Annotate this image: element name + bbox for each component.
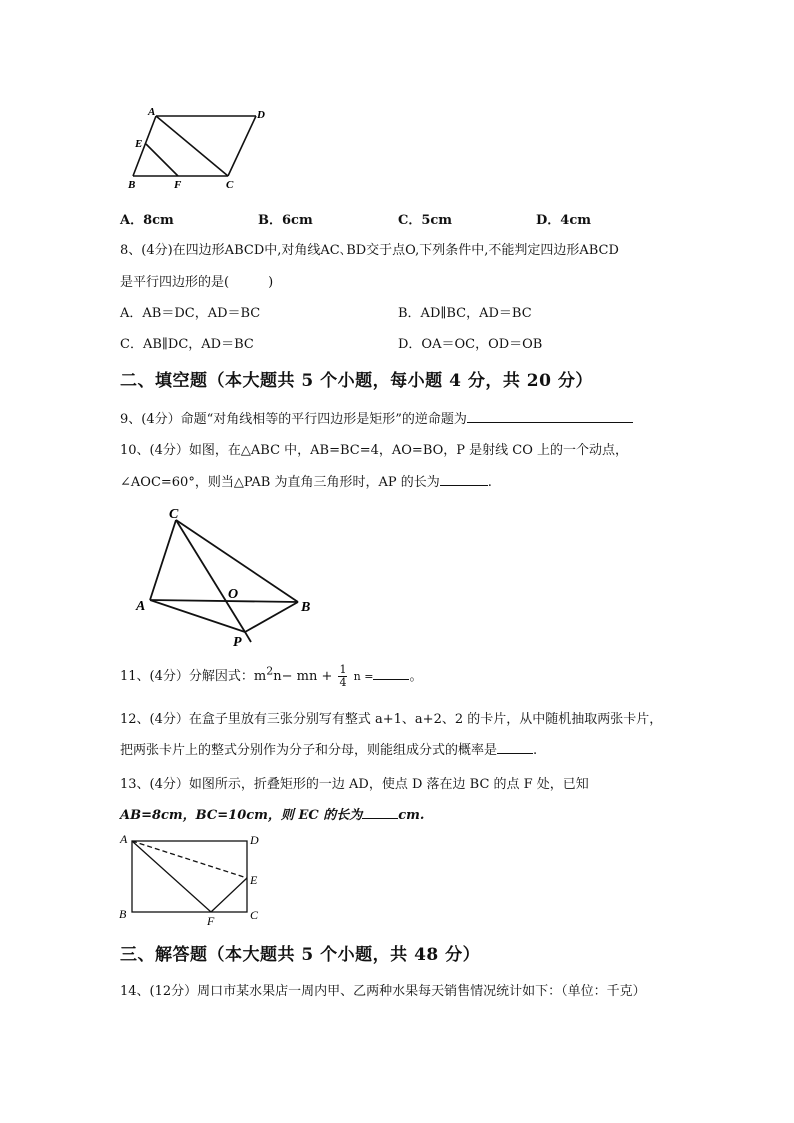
q10-line1: 10、(4分）如图，在△ABC 中，AB=BC=4，AO=BO，P 是射线 CO 上的一个动点， (120, 443, 629, 458)
q11-end: 。 (409, 669, 423, 684)
q8-line2: 是平行四边形的是( ) (120, 275, 274, 290)
q11-frac-num: 1 (339, 663, 347, 676)
label-a: A (120, 832, 128, 846)
rectangle-figure-q13 (115, 828, 275, 928)
label-o: O (228, 587, 239, 602)
q12-answer-blank[interactable] (497, 740, 533, 754)
label-f: F (174, 179, 182, 191)
q9-text (120, 408, 633, 427)
q11-text (120, 664, 422, 689)
q12-line2-end: . (533, 743, 538, 758)
q12-line1: 12、(4分）在盒子里放有三张分别写有整式 a+1、a+2、2 的卡片，从中随机抽取两张卡片， (120, 712, 663, 727)
q11-expr-part3: n = (353, 670, 374, 683)
q13-answer-blank[interactable] (362, 805, 398, 819)
label-b: B (301, 600, 311, 615)
q9-question: 9、(4分）命题“对角线相等的平行四边形是矩形”的逆命题为 (120, 412, 467, 427)
label-d: D (257, 109, 265, 121)
q10-line2 (120, 471, 492, 490)
q11-fraction (338, 664, 347, 689)
q11-frac-den: 4 (339, 676, 347, 689)
label-e: E (250, 873, 258, 887)
q9-answer-blank[interactable] (467, 409, 633, 423)
q7-option-c: C．5cm (398, 213, 453, 228)
label-e: E (135, 138, 143, 150)
q10-line2-text: ∠AOC=60°，则当△PAB 为直角三角形时，AP 的长为 (120, 475, 440, 490)
label-c: C (169, 507, 179, 522)
q13-line1: 13、(4分）如图所示，折叠矩形的一边 AD，使点 D 落在边 BC 的点 F 处，已知 (120, 777, 589, 792)
triangle-figure-q10 (130, 500, 330, 650)
q8-option-d: D．OA＝OC，OD＝OB (398, 337, 543, 352)
q8-option-a: A．AB＝DC，AD＝BC (120, 306, 261, 321)
label-b: B (128, 179, 136, 191)
label-c: C (250, 908, 259, 922)
q11-answer-blank[interactable] (373, 666, 409, 680)
parallelogram-figure-q7 (120, 100, 280, 195)
q7-option-b: B．6cm (258, 213, 313, 228)
label-a: A (148, 106, 156, 118)
q8-line1: 8、(4分)在四边形ABCD中,对角线AC､BD交于点O,下列条件中,不能判定四边形ABCD (120, 243, 619, 258)
section3-title: 三、解答题（本大题共 5 个小题，共 48 分） (120, 945, 481, 965)
q13-line2-text: AB=8cm，BC=10cm，则 EC 的长为 (120, 808, 363, 823)
q14-text: 14、(12分）周口市某水果店一周内甲、乙两种水果每天销售情况统计如下：（单位：千克） (120, 984, 646, 999)
q13-line2 (120, 804, 424, 823)
label-p: P (233, 635, 242, 650)
q12-line2 (120, 739, 537, 758)
q11-expr-part1: m (253, 669, 267, 684)
q8-option-c: C．AB∥DC，AD＝BC (120, 337, 254, 352)
section2-title: 二、填空题（本大题共 5 个小题，每小题 4 分，共 20 分） (120, 371, 593, 391)
q10-answer-blank[interactable] (440, 472, 488, 486)
q13-unit: cm. (398, 808, 425, 823)
q7-option-a: A．8cm (120, 213, 174, 228)
q11-expr-part2: n− mn + (273, 669, 333, 684)
q7-option-d: D．4cm (536, 213, 591, 228)
label-f: F (207, 914, 215, 928)
q11-prefix: 11、(4分）分解因式： (120, 669, 254, 684)
label-b: B (119, 907, 127, 921)
q8-option-b: B．AD∥BC，AD＝BC (398, 306, 532, 321)
q11-exponent: 2 (266, 664, 274, 678)
label-a: A (136, 599, 146, 614)
q12-line2-text: 把两张卡片上的整式分别作为分子和分母，则能组成分式的概率是 (120, 743, 498, 758)
label-c: C (226, 179, 234, 191)
label-d: D (250, 833, 259, 847)
q10-line2-end: . (487, 475, 492, 490)
